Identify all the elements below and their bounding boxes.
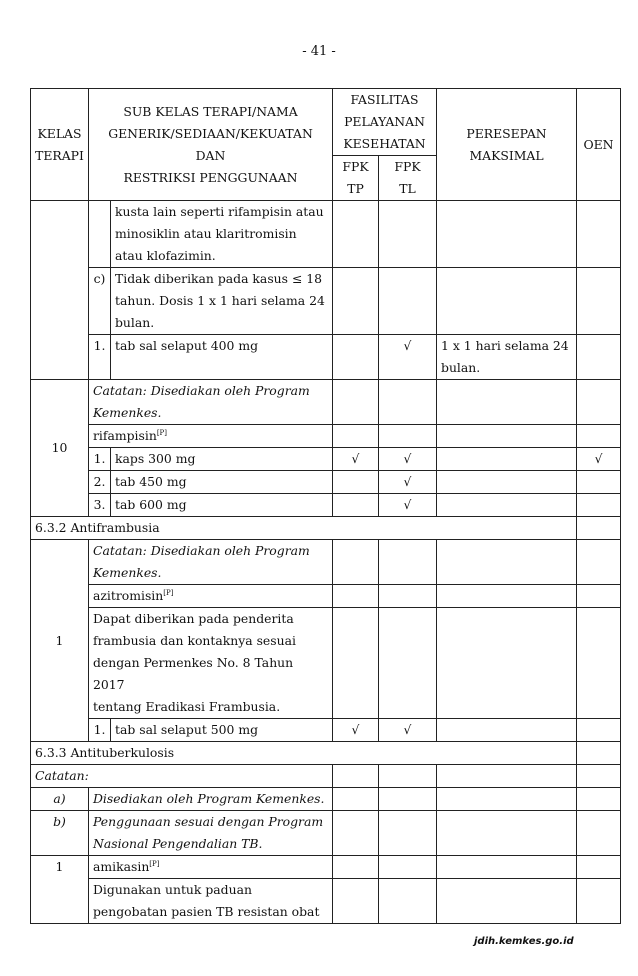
check-mark: √ [379,494,437,517]
table-row [31,608,621,719]
row-note: Penggunaan sesuai dengan Program Nasional Pengendalian TB. [89,811,333,856]
check-mark: √ [379,471,437,494]
row-marker: c) [89,268,111,335]
row-marker: 3. [89,494,111,517]
row-peresepan: 1 x 1 hari selama 24 bulan. [437,335,577,380]
footer-source: jdih.kemkes.go.id [474,936,574,947]
table-row [31,471,621,494]
row-marker: a) [31,788,89,811]
table-row [31,448,621,471]
header-fpk-tp: FPK TP [333,156,379,201]
row-marker: 1. [89,719,111,742]
row-note: Catatan: Disediakan oleh Program Kemenkes. [89,540,333,585]
row-text: tab 600 mg [111,494,333,517]
row-text: kaps 300 mg [111,448,333,471]
row-marker: 2. [89,471,111,494]
row-marker: 1. [89,448,111,471]
drug-name: rifampisin[P] [89,425,333,448]
check-mark: √ [379,719,437,742]
row-text: tab sal selaput 400 mg [111,335,333,380]
check-mark: √ [333,719,379,742]
section-row [31,742,621,765]
formulary-table [30,88,621,924]
section-row [31,517,621,540]
row-marker: b) [31,811,89,856]
row-text: tab 450 mg [111,471,333,494]
header-kelas: KELAS TERAPI [31,89,89,201]
table-row [31,494,621,517]
row-number: 1 [31,540,89,742]
row-number: 1 [31,856,89,924]
row-text: Digunakan untuk paduan pengobatan pasien TB resistan obat [89,879,333,924]
table-row [31,879,621,924]
row-text: Dapat diberikan pada penderita frambusia dan kontaknya sesuai dengan Permenkes No. 8 Tahun 2017 tentang Eradikasi Frambusia. [89,608,333,719]
table-row [31,201,621,268]
table-row [31,335,621,380]
table-row [31,425,621,448]
table-row [31,811,621,856]
table-row [31,380,621,425]
table-row [31,765,621,788]
table-row [31,585,621,608]
page-number: - 41 - [302,44,336,59]
drug-name: azitromisin[P] [89,585,333,608]
table-row [31,856,621,879]
row-number: 10 [31,380,89,517]
check-mark: √ [577,448,621,471]
section-title: 6.3.2 Antiframbusia [31,517,577,540]
table-row [31,719,621,742]
check-mark: √ [333,448,379,471]
header-oen: OEN [577,89,621,201]
table-header-row [31,89,621,156]
table-row [31,540,621,585]
row-note: Catatan: [31,765,333,788]
table-row [31,268,621,335]
header-sub-kelas: SUB KELAS TERAPI/NAMA GENERIK/SEDIAAN/KEKUATAN DAN RESTRIKSI PENGGUNAAN [89,89,333,201]
row-note: Catatan: Disediakan oleh Program Kemenkes. [89,380,333,425]
row-marker: 1. [89,335,111,380]
drug-name: amikasin[P] [89,856,333,879]
row-text: tab sal selaput 500 mg [111,719,333,742]
table-row [31,788,621,811]
row-text: Tidak diberikan pada kasus ≤ 18 tahun. Dosis 1 x 1 hari selama 24 bulan. [111,268,333,335]
section-title: 6.3.3 Antituberkulosis [31,742,577,765]
row-note: Disediakan oleh Program Kemenkes. [89,788,333,811]
check-mark: √ [379,448,437,471]
check-mark: √ [379,335,437,380]
header-peresepan: PERESEPAN MAKSIMAL [437,89,577,201]
row-text: kusta lain seperti rifampisin atau minosiklin atau klaritromisin atau klofazimin. [111,201,333,268]
header-fpk-tl: FPK TL [379,156,437,201]
header-fasilitas: FASILITAS PELAYANAN KESEHATAN [333,89,437,156]
